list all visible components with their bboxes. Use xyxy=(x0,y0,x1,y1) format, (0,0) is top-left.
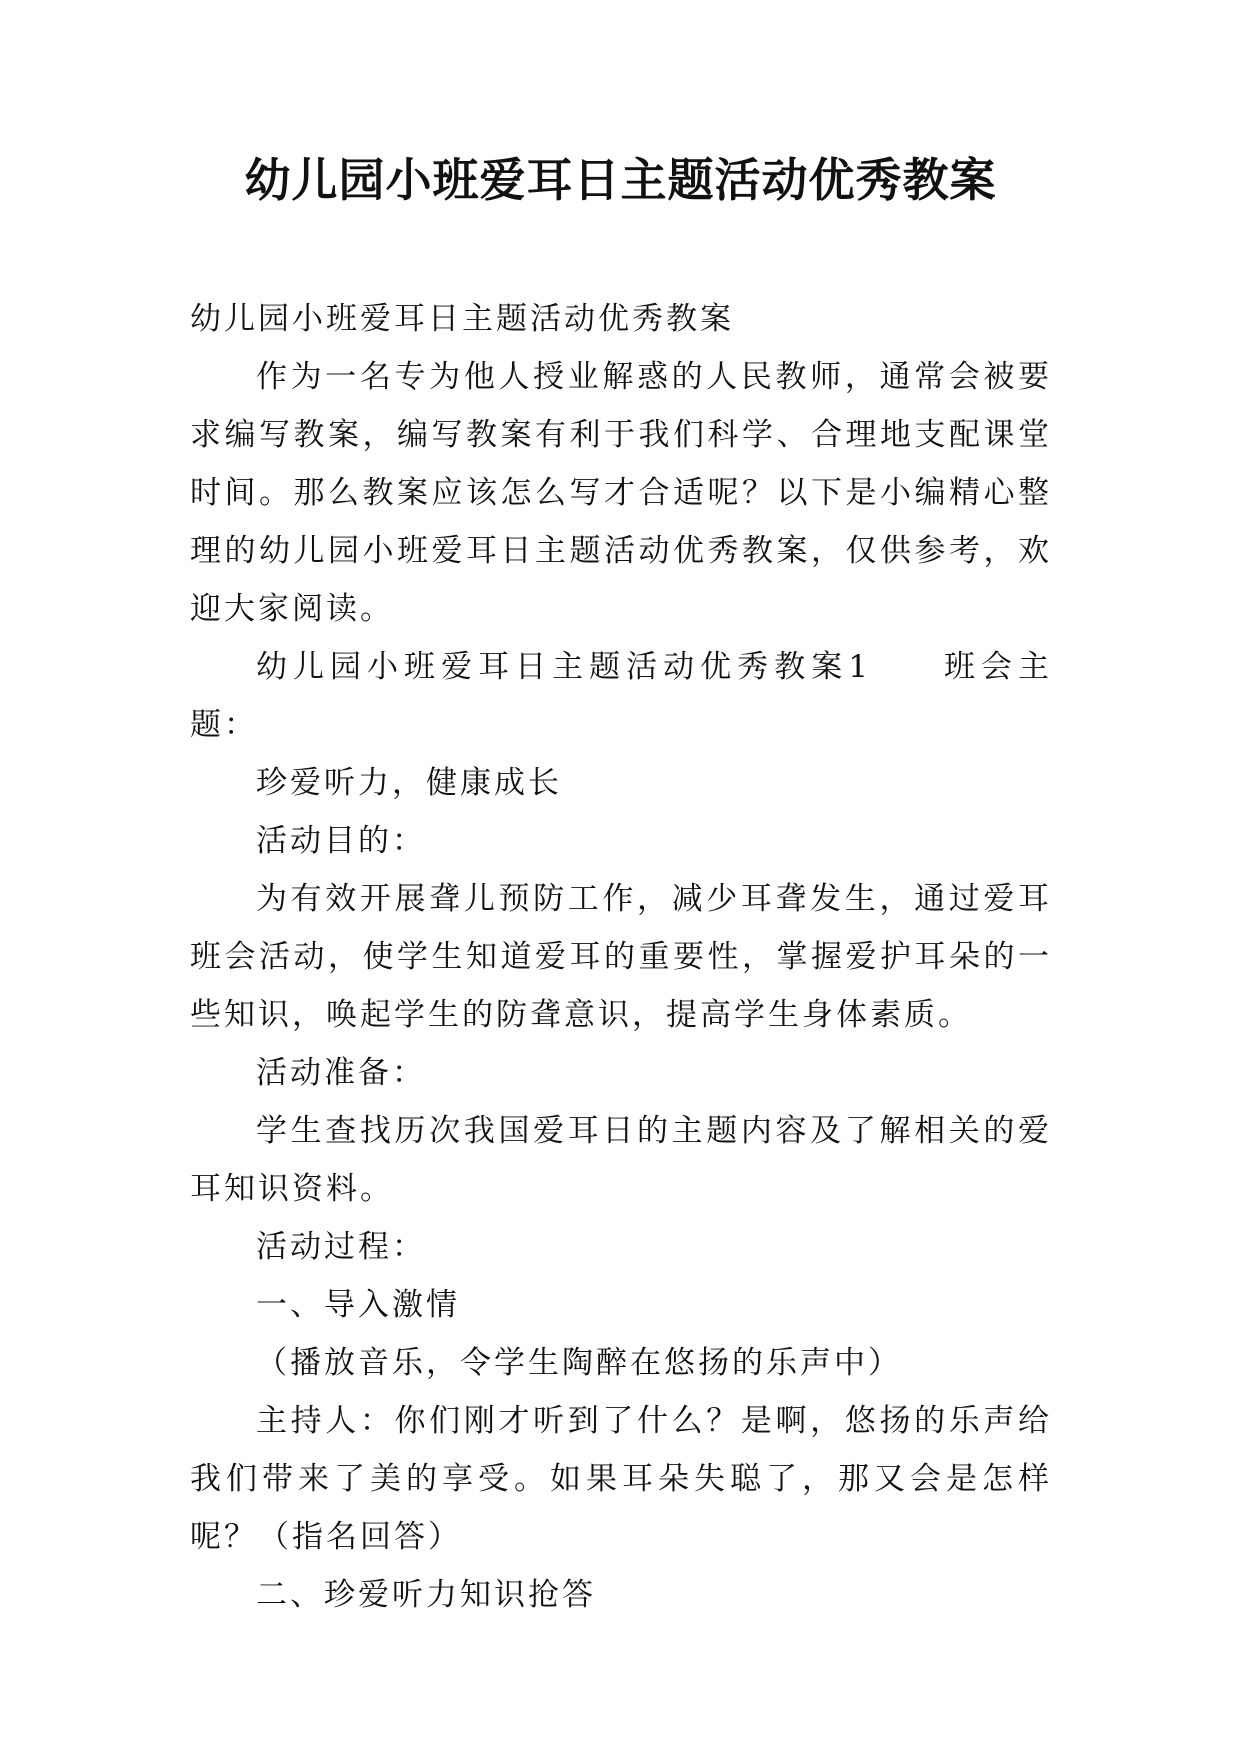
process-label-paragraph: 活动过程： xyxy=(256,1229,426,1265)
step1-note-paragraph: （播放音乐，令学生陶醉在悠扬的乐声中） xyxy=(256,1345,902,1381)
goal-text-paragraph: 为有效开展聋儿预防工作，减少耳聋发生，通过爱耳班会活动，使学生知道爱耳的重要性，掌握爱护耳朵的一些知识，唤起学生的防聋意识，提高学生身体素质。 xyxy=(190,881,1052,1033)
prep-label-paragraph: 活动准备： xyxy=(256,1055,426,1091)
step2-title-paragraph: 二、珍爱听力知识抢答 xyxy=(256,1577,596,1613)
intro-paragraph: 作为一名专为他人授业解惑的人民教师，通常会被要求编写教案，编写教案有利于我们科学、合理地支配课堂时间。那么教案应该怎么写才合适呢？以下是小编精心整理的幼儿园小班爱耳日主题活动优秀教案，仅供参考，欢迎大家阅读。 xyxy=(190,359,1052,627)
host-text-paragraph: 主持人：你们刚才听到了什么？是啊，悠扬的乐声给我们带来了美的享受。如果耳朵失聪了，那又会是怎样呢？（指名回答） xyxy=(190,1403,1052,1555)
document-title: 幼儿园小班爱耳日主题活动优秀教案 xyxy=(244,153,997,207)
prep-text-paragraph: 学生查找历次我国爱耳日的主题内容及了解相关的爱耳知识资料。 xyxy=(190,1113,1052,1207)
goal-label-paragraph: 活动目的： xyxy=(256,823,426,859)
section1-title: 幼儿园小班爱耳日主题活动优秀教案1 xyxy=(256,649,871,685)
theme-label: 班会主题： xyxy=(190,649,1052,743)
theme-value-paragraph: 珍爱听力，健康成长 xyxy=(256,765,562,801)
section1-heading-line xyxy=(190,638,1052,754)
document-body xyxy=(190,290,1052,1624)
step1-title-paragraph: 一、导入激情 xyxy=(256,1287,460,1323)
subtitle-paragraph: 幼儿园小班爱耳日主题活动优秀教案 xyxy=(190,301,734,337)
